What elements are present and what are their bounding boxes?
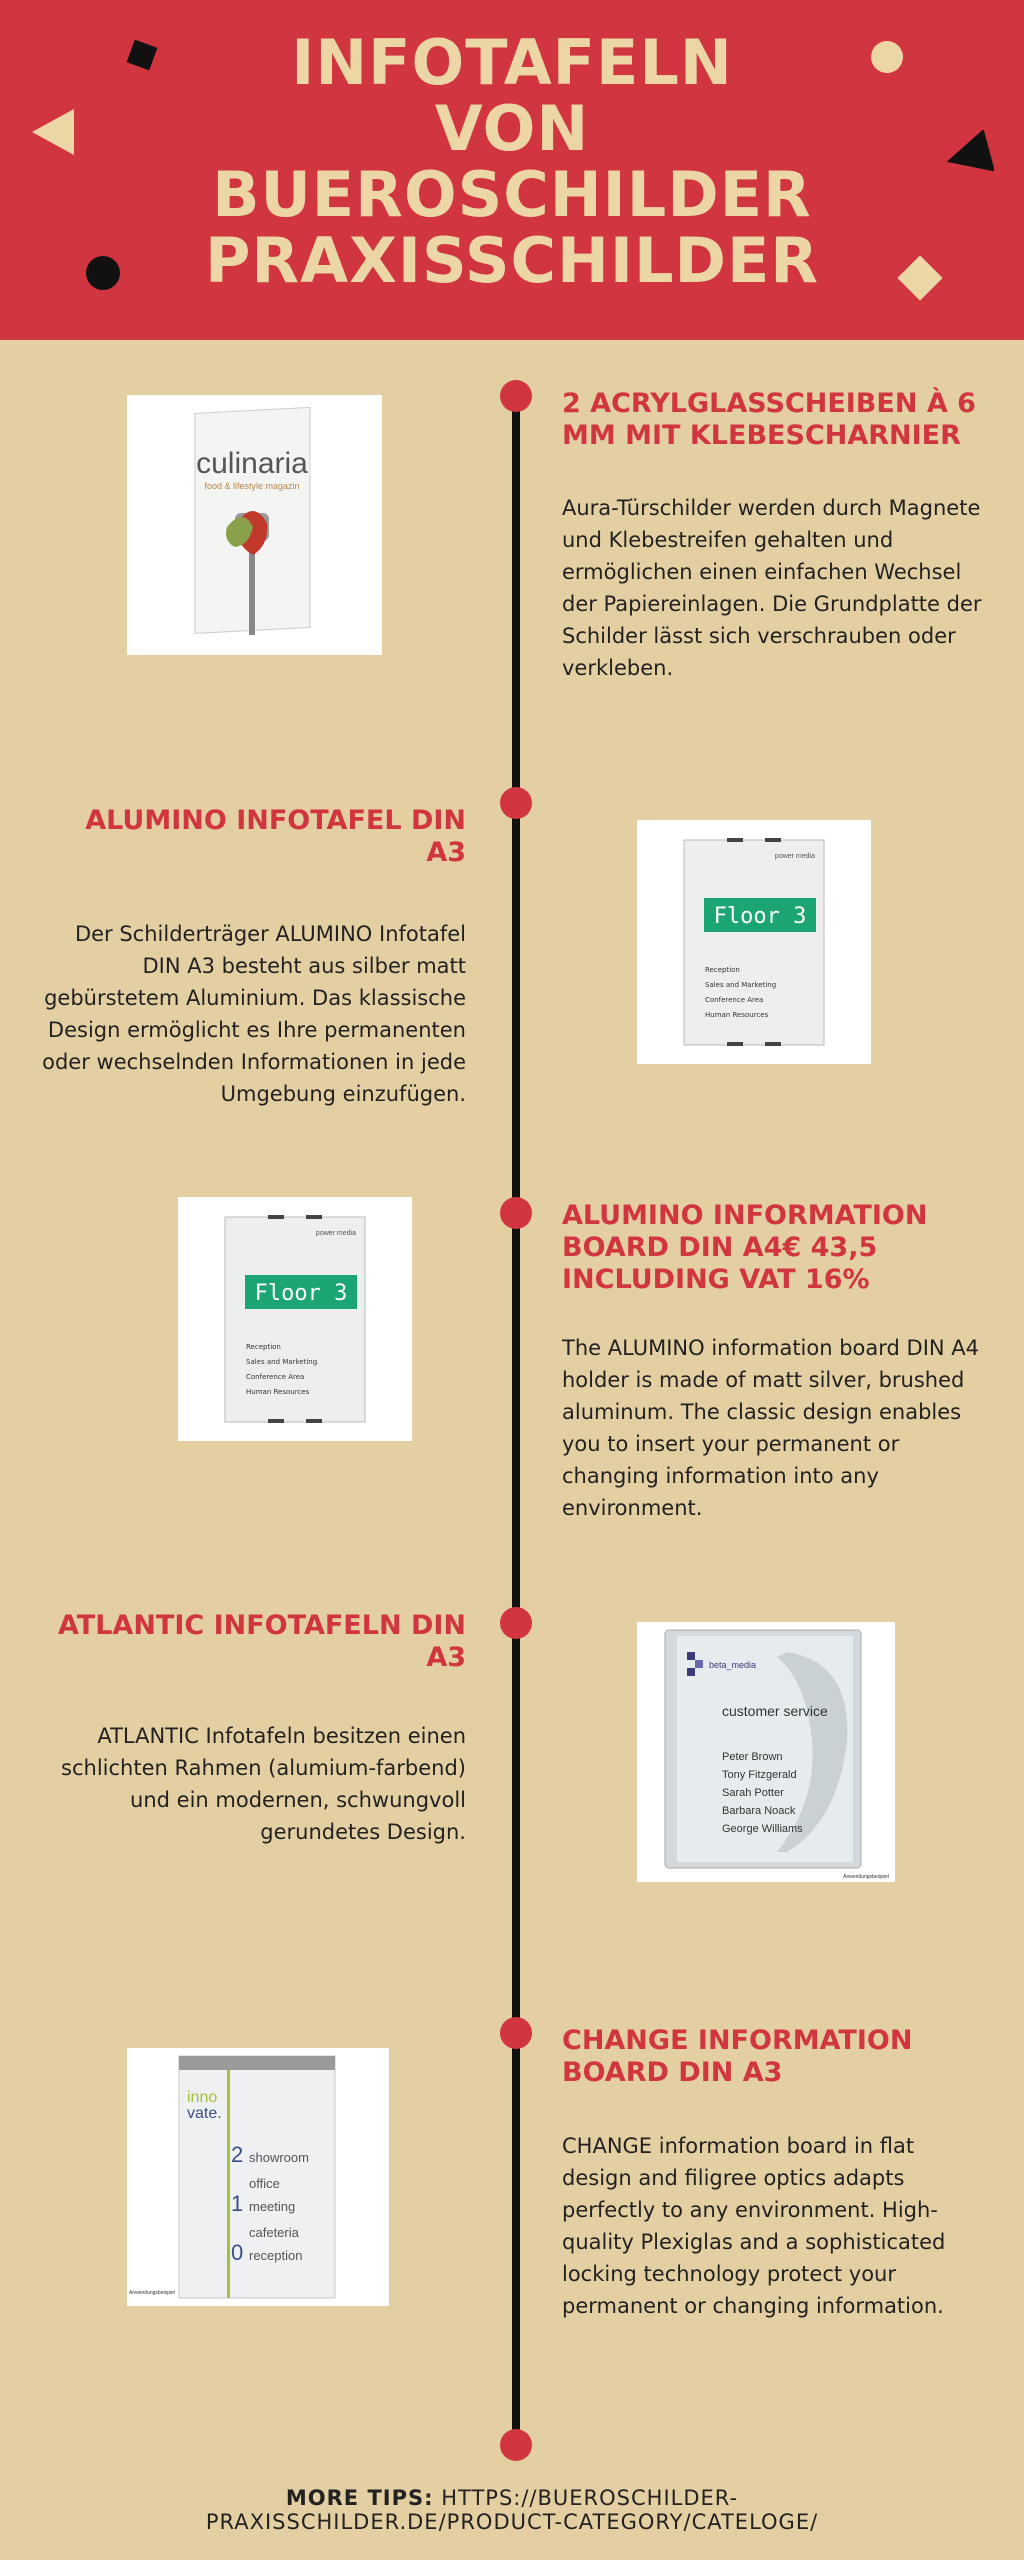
culinaria-tagline: food & lifestyle magazin xyxy=(204,481,300,491)
footer-label: MORE TIPS: xyxy=(285,2486,434,2510)
sign-name: Peter Brown xyxy=(722,1751,783,1763)
section-title: ALUMINO INFOTAFEL DIN A3 xyxy=(85,805,466,868)
floor-label: showroom xyxy=(249,2150,309,2165)
section-title: ATLANTIC INFOTAFELN DIN A3 xyxy=(58,1610,466,1673)
floor-label: reception xyxy=(249,2248,303,2263)
sign-name: Barbara Noack xyxy=(722,1805,796,1817)
title-line: PRAXISSCHILDER xyxy=(204,224,820,297)
footer-url[interactable]: PRAXISSCHILDER.DE/PRODUCT-CATEGORY/CATELOGE/ xyxy=(205,2510,819,2534)
sign-line: Sales and Marketing xyxy=(705,981,777,989)
product-image-alumino-a3 xyxy=(637,820,871,1064)
section-body: Aura-Türschilder werden durch Magnete und Klebestreifen gehalten und ermöglichen einen einfachen Wechsel der Papiereinlagen. Die Grundplatte der Schilder lässt sich verschrauben oder verkleben. xyxy=(562,496,982,680)
sign-brand: power media xyxy=(774,853,815,860)
section-body: CHANGE information board in flat design and filigree optics adapts perfectly to any environment. High-quality Plexiglas and a sophisticated locking technology protect your permanent or changing information. xyxy=(562,2134,946,2318)
section-body: Der Schilderträger ALUMINO Infotafel DIN A3 besteht aus silber matt gebürstetem Aluminium. Das klassische Design ermöglicht es Ihre permanenten oder wechselnden Informationen in jede Umgebung einzufügen. xyxy=(42,922,466,1106)
timeline-dot xyxy=(500,380,532,412)
floor-label: office xyxy=(249,2176,280,2191)
sign-line: Reception xyxy=(705,966,740,974)
floor-number: 0 xyxy=(231,2240,244,2265)
sign-line: Human Resources xyxy=(705,1011,769,1019)
section-title: CHANGE INFORMATION BOARD DIN A3 xyxy=(562,2025,913,2088)
inno-logo: vate. xyxy=(187,2105,222,2122)
sign-heading: Floor 3 xyxy=(254,1281,348,1306)
section-body: ATLANTIC Infotafeln besitzen einen schlichten Rahmen (alumium-farbend) und ein modernen, schwungvoll gerundetes Design. xyxy=(61,1724,466,1844)
sign-line: Conference Area xyxy=(705,996,764,1004)
product-image-change xyxy=(127,2048,389,2306)
sign-brand: power media xyxy=(315,1230,356,1237)
timeline-dot xyxy=(500,1197,532,1229)
section-title: ALUMINO INFORMATION BOARD DIN A4€ 43,5 INCLUDING VAT 16% xyxy=(562,1200,928,1295)
header-banner xyxy=(0,0,1024,340)
floor-number: 2 xyxy=(231,2142,244,2167)
sign-line: Human Resources xyxy=(246,1388,310,1396)
sign-heading: customer service xyxy=(722,1703,828,1719)
diamond-decoration xyxy=(892,250,948,306)
timeline-dot xyxy=(500,1607,532,1639)
product-image-atlantic xyxy=(637,1622,895,1882)
section-title: 2 ACRYLGLASSCHEIBEN À 6 MM MIT KLEBESCHARNIER xyxy=(562,388,976,451)
product-image-alumino-a4 xyxy=(178,1197,412,1441)
image-note: Anwendungsbeispiel xyxy=(129,2290,175,2296)
inno-logo: inno xyxy=(187,2089,218,2106)
sign-name: George Williams xyxy=(722,1823,803,1835)
sign-brand: beta_media xyxy=(709,1660,757,1670)
footer-url[interactable]: HTTPS://BUEROSCHILDER- xyxy=(441,2486,739,2510)
square-decoration xyxy=(125,38,159,72)
floor-label: cafeteria xyxy=(249,2225,299,2240)
sign-name: Tony Fitzgerald xyxy=(722,1769,797,1781)
title-line: BUEROSCHILDER xyxy=(212,158,812,231)
timeline-dot xyxy=(500,2017,532,2049)
floor-label: meeting xyxy=(249,2199,296,2214)
sign-name: Sarah Potter xyxy=(722,1787,784,1799)
floor-number: 1 xyxy=(231,2191,244,2216)
image-note: Anwendungsbeispiel xyxy=(843,1874,889,1880)
sign-line: Sales and Marketing xyxy=(246,1358,318,1366)
title-line: INFOTAFELN xyxy=(291,26,733,99)
timeline-dot xyxy=(500,787,532,819)
product-image-culinaria xyxy=(127,395,382,655)
timeline-line xyxy=(512,395,520,2445)
culinaria-logo: culinaria xyxy=(196,447,308,480)
sign-line: Reception xyxy=(246,1343,281,1351)
sign-heading: Floor 3 xyxy=(713,904,807,929)
section-body: The ALUMINO information board DIN A4 holder is made of matt silver, brushed aluminum. The classic design enables you to insert your permanent or changing information into any environment. xyxy=(562,1336,980,1520)
circle-decoration xyxy=(85,255,121,291)
timeline-dot xyxy=(500,2429,532,2461)
footer-tips xyxy=(0,2486,1024,2534)
triangle-decoration xyxy=(28,105,78,159)
title-line: VON xyxy=(434,92,590,165)
triangle-decoration xyxy=(942,130,994,182)
sign-line: Conference Area xyxy=(246,1373,305,1381)
circle-decoration xyxy=(870,40,904,74)
